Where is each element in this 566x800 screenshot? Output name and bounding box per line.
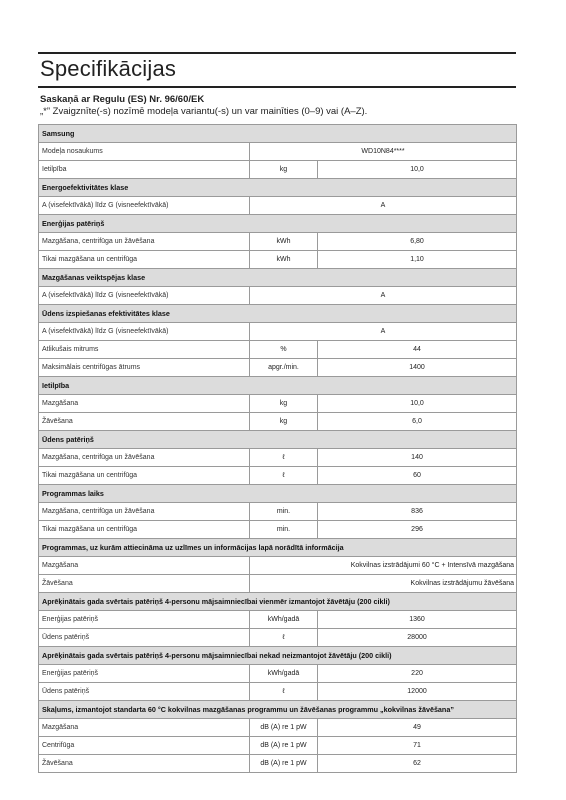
row-unit: ℓ [250,449,318,467]
row-label: A (visefektīvākā) līdz G (visneefektīvākā) [39,197,250,215]
section-header-row [39,215,517,233]
table-row [39,143,517,161]
row-label: Centrifūga [39,737,250,755]
row-unit: min. [250,521,318,539]
row-value: 10,0 [318,161,517,179]
table-row [39,575,517,593]
row-value: 60 [318,467,517,485]
row-value: 44 [318,341,517,359]
row-label: A (visefektīvākā) līdz G (visneefektīvākā) [39,287,250,305]
section-header-row [39,305,517,323]
section-header-row [39,125,517,143]
section-header-row [39,269,517,287]
table-row [39,611,517,629]
row-unit: kg [250,395,318,413]
section-header: Aprēķinātais gada svērtais patēriņš 4-personu mājsaimniecībai vienmēr izmantojot žāvētāju (200 cikli) [39,593,517,611]
row-value: A [250,197,517,215]
table-row [39,287,517,305]
table-row [39,323,517,341]
row-value: 140 [318,449,517,467]
section-header: Skaļums, izmantojot standarta 60 °C kokvilnas mazgāšanas programmu un žāvēšanas programmu „kokvilnas žāvēšana” [39,701,517,719]
row-value: 10,0 [318,395,517,413]
row-label: A (visefektīvākā) līdz G (visneefektīvākā) [39,323,250,341]
row-value: Kokvilnas izstrādājumu žāvēšana [250,575,517,593]
section-header: Ietilpība [39,377,517,395]
row-value: 62 [318,755,517,773]
row-unit: dB (A) re 1 pW [250,755,318,773]
section-header-row [39,431,517,449]
section-header: Energoefektivitātes klase [39,179,517,197]
row-label: Mazgāšana, centrifūga un žāvēšana [39,449,250,467]
row-label: Žāvēšana [39,413,250,431]
row-value: 1400 [318,359,517,377]
section-header-row [39,701,517,719]
section-header-row [39,539,517,557]
table-row [39,251,517,269]
table-row [39,395,517,413]
table-row [39,233,517,251]
row-unit: dB (A) re 1 pW [250,737,318,755]
table-row [39,503,517,521]
row-unit: kg [250,413,318,431]
section-header: Samsung [39,125,517,143]
row-label: Mazgāšana, centrifūga un žāvēšana [39,233,250,251]
section-header-row [39,377,517,395]
table-row [39,449,517,467]
row-label: Modeļa nosaukums [39,143,250,161]
table-row [39,359,517,377]
row-label: Mazgāšana [39,395,250,413]
section-header-row [39,485,517,503]
spec-page [38,52,516,773]
row-label: Mazgāšana [39,557,250,575]
row-value: Kokvilnas izstrādājumi 60 °C + Intensīvā mazgāšana [250,557,517,575]
table-row [39,755,517,773]
section-header-row [39,179,517,197]
table-row [39,665,517,683]
row-label: Tikai mazgāšana un centrifūga [39,521,250,539]
row-unit: ℓ [250,467,318,485]
row-label: Mazgāšana, centrifūga un žāvēšana [39,503,250,521]
row-label: Enerģijas patēriņš [39,611,250,629]
row-value: A [250,287,517,305]
section-header-row [39,647,517,665]
table-row [39,683,517,701]
row-unit: kWh [250,233,318,251]
row-value: 28000 [318,629,517,647]
specification-table [38,124,517,773]
row-label: Žāvēšana [39,755,250,773]
section-header: Enerģijas patēriņš [39,215,517,233]
row-unit: dB (A) re 1 pW [250,719,318,737]
model-variant-note: „*” Zvaigznīte(-s) nozīmē modeļa variantu(-s) un var mainīties (0–9) vai (A–Z). [40,106,368,117]
row-value: 6,0 [318,413,517,431]
row-value: 1360 [318,611,517,629]
section-header: Mazgāšanas veiktspējas klase [39,269,517,287]
row-label: Ūdens patēriņš [39,629,250,647]
row-unit: min. [250,503,318,521]
table-row [39,557,517,575]
row-value: 6,80 [318,233,517,251]
row-value: A [250,323,517,341]
row-label: Žāvēšana [39,575,250,593]
table-row [39,413,517,431]
section-header: Programmas laiks [39,485,517,503]
table-row [39,197,517,215]
row-value: 836 [318,503,517,521]
table-row [39,521,517,539]
row-label: Atlikušais mitrums [39,341,250,359]
section-header: Aprēķinātais gada svērtais patēriņš 4-personu mājsaimniecībai nekad neizmantojot žāvētāju (200 cikli) [39,647,517,665]
row-label: Maksimālais centrifūgas ātrums [39,359,250,377]
row-label: Mazgāšana [39,719,250,737]
row-label: Enerģijas patēriņš [39,665,250,683]
row-label: Ūdens patēriņš [39,683,250,701]
table-row [39,719,517,737]
row-unit: kWh/gadā [250,611,318,629]
row-unit: ℓ [250,629,318,647]
row-unit: apgr./min. [250,359,318,377]
row-value: 12000 [318,683,517,701]
section-header: Ūdens patēriņš [39,431,517,449]
table-row [39,161,517,179]
section-header: Programmas, uz kurām attiecināma uz uzlīmes un informācijas lapā norādītā informācija [39,539,517,557]
section-header: Ūdens izspiešanas efektivitātes klase [39,305,517,323]
row-value: WD10N84**** [250,143,517,161]
row-unit: kWh/gadā [250,665,318,683]
row-unit: kWh [250,251,318,269]
row-unit: kg [250,161,318,179]
table-row [39,341,517,359]
section-header-row [39,593,517,611]
table-row [39,737,517,755]
row-value: 49 [318,719,517,737]
row-label: Tikai mazgāšana un centrifūga [39,467,250,485]
row-label: Tikai mazgāšana un centrifūga [39,251,250,269]
table-row [39,629,517,647]
row-value: 220 [318,665,517,683]
row-value: 71 [318,737,517,755]
page-title: Specifikācijas [38,52,516,88]
row-unit: ℓ [250,683,318,701]
regulation-reference: Saskaņā ar Regulu (ES) Nr. 96/60/EK [40,94,205,105]
table-row [39,467,517,485]
row-value: 296 [318,521,517,539]
row-unit: % [250,341,318,359]
row-value: 1,10 [318,251,517,269]
row-label: Ietilpība [39,161,250,179]
